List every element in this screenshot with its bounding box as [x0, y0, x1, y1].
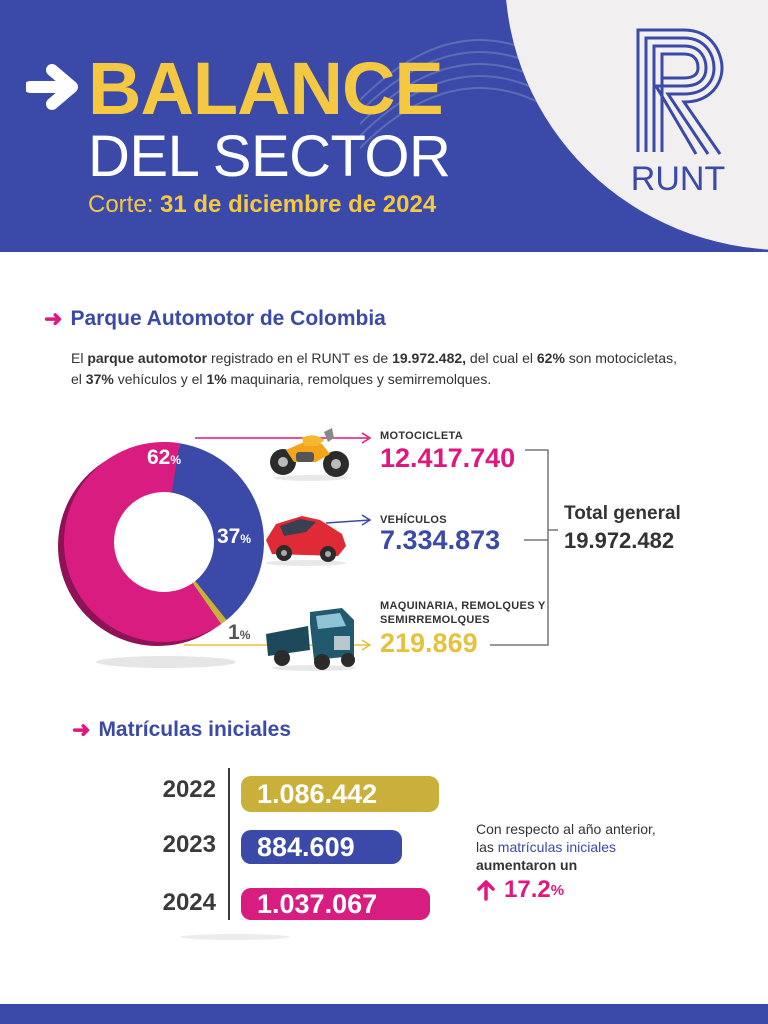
cut-date: Corte: 31 de diciembre de 2024 [88, 191, 437, 218]
pct-label-moto: 62% [147, 446, 182, 469]
chevron-right-icon: ➜ [44, 306, 63, 331]
category-value-moto: 12.417.740 [380, 443, 516, 473]
footer-band [0, 1004, 768, 1024]
runt-logo-text: RUNT [630, 160, 726, 198]
section-heading-matriculas: ➜ Matrículas iniciales [72, 717, 292, 742]
truck-icon [264, 604, 358, 672]
bar-2022: 1.086.442 [241, 776, 439, 812]
bar-year-2022: 2022 [162, 776, 216, 803]
bar-2023: 884.609 [241, 830, 402, 864]
pct-label-maquinaria: 1% [228, 621, 251, 644]
intro-paragraph: El parque automotor registrado en el RUNT es de 19.972.482, del cual el 62% son motocicletas, el 37% vehículos y el 1% maquinaria, remolques y semirremolques. [71, 350, 677, 387]
category-label-moto: MOTOCICLETA [380, 430, 463, 442]
bar-axis-line [228, 768, 230, 920]
arrow-up-icon [476, 879, 496, 901]
total-general-value: 19.972.482 [564, 528, 675, 553]
section-heading-parque: ➜ Parque Automotor de Colombia [44, 306, 386, 331]
bar-year-2024: 2024 [162, 889, 216, 916]
category-value-vehiculos: 7.334.873 [380, 525, 501, 555]
category-label-vehiculos: VEHÍCULOS [380, 514, 447, 526]
car-icon [262, 506, 350, 568]
motorcycle-icon [266, 420, 352, 482]
title-balance: BALANCE [88, 47, 443, 130]
total-general-label: Total general [564, 503, 681, 524]
growth-value: 17.2 % [476, 876, 564, 904]
category-value-maquinaria: 219.869 [380, 628, 478, 658]
category-label-maquinaria: MAQUINARIA, REMOLQUES Y SEMIRREMOLQUES [380, 600, 546, 626]
chevron-right-icon: ➜ [72, 717, 91, 742]
title-del-sector: DEL SECTOR [88, 124, 451, 189]
bar-2024: 1.037.067 [241, 888, 430, 920]
bar-year-2023: 2023 [162, 831, 216, 858]
growth-note: Con respecto al año anterior, las matrículas iniciales aumentaron un [476, 821, 656, 873]
bar-shadow [180, 934, 290, 940]
pct-label-vehiculos: 37% [217, 525, 252, 548]
